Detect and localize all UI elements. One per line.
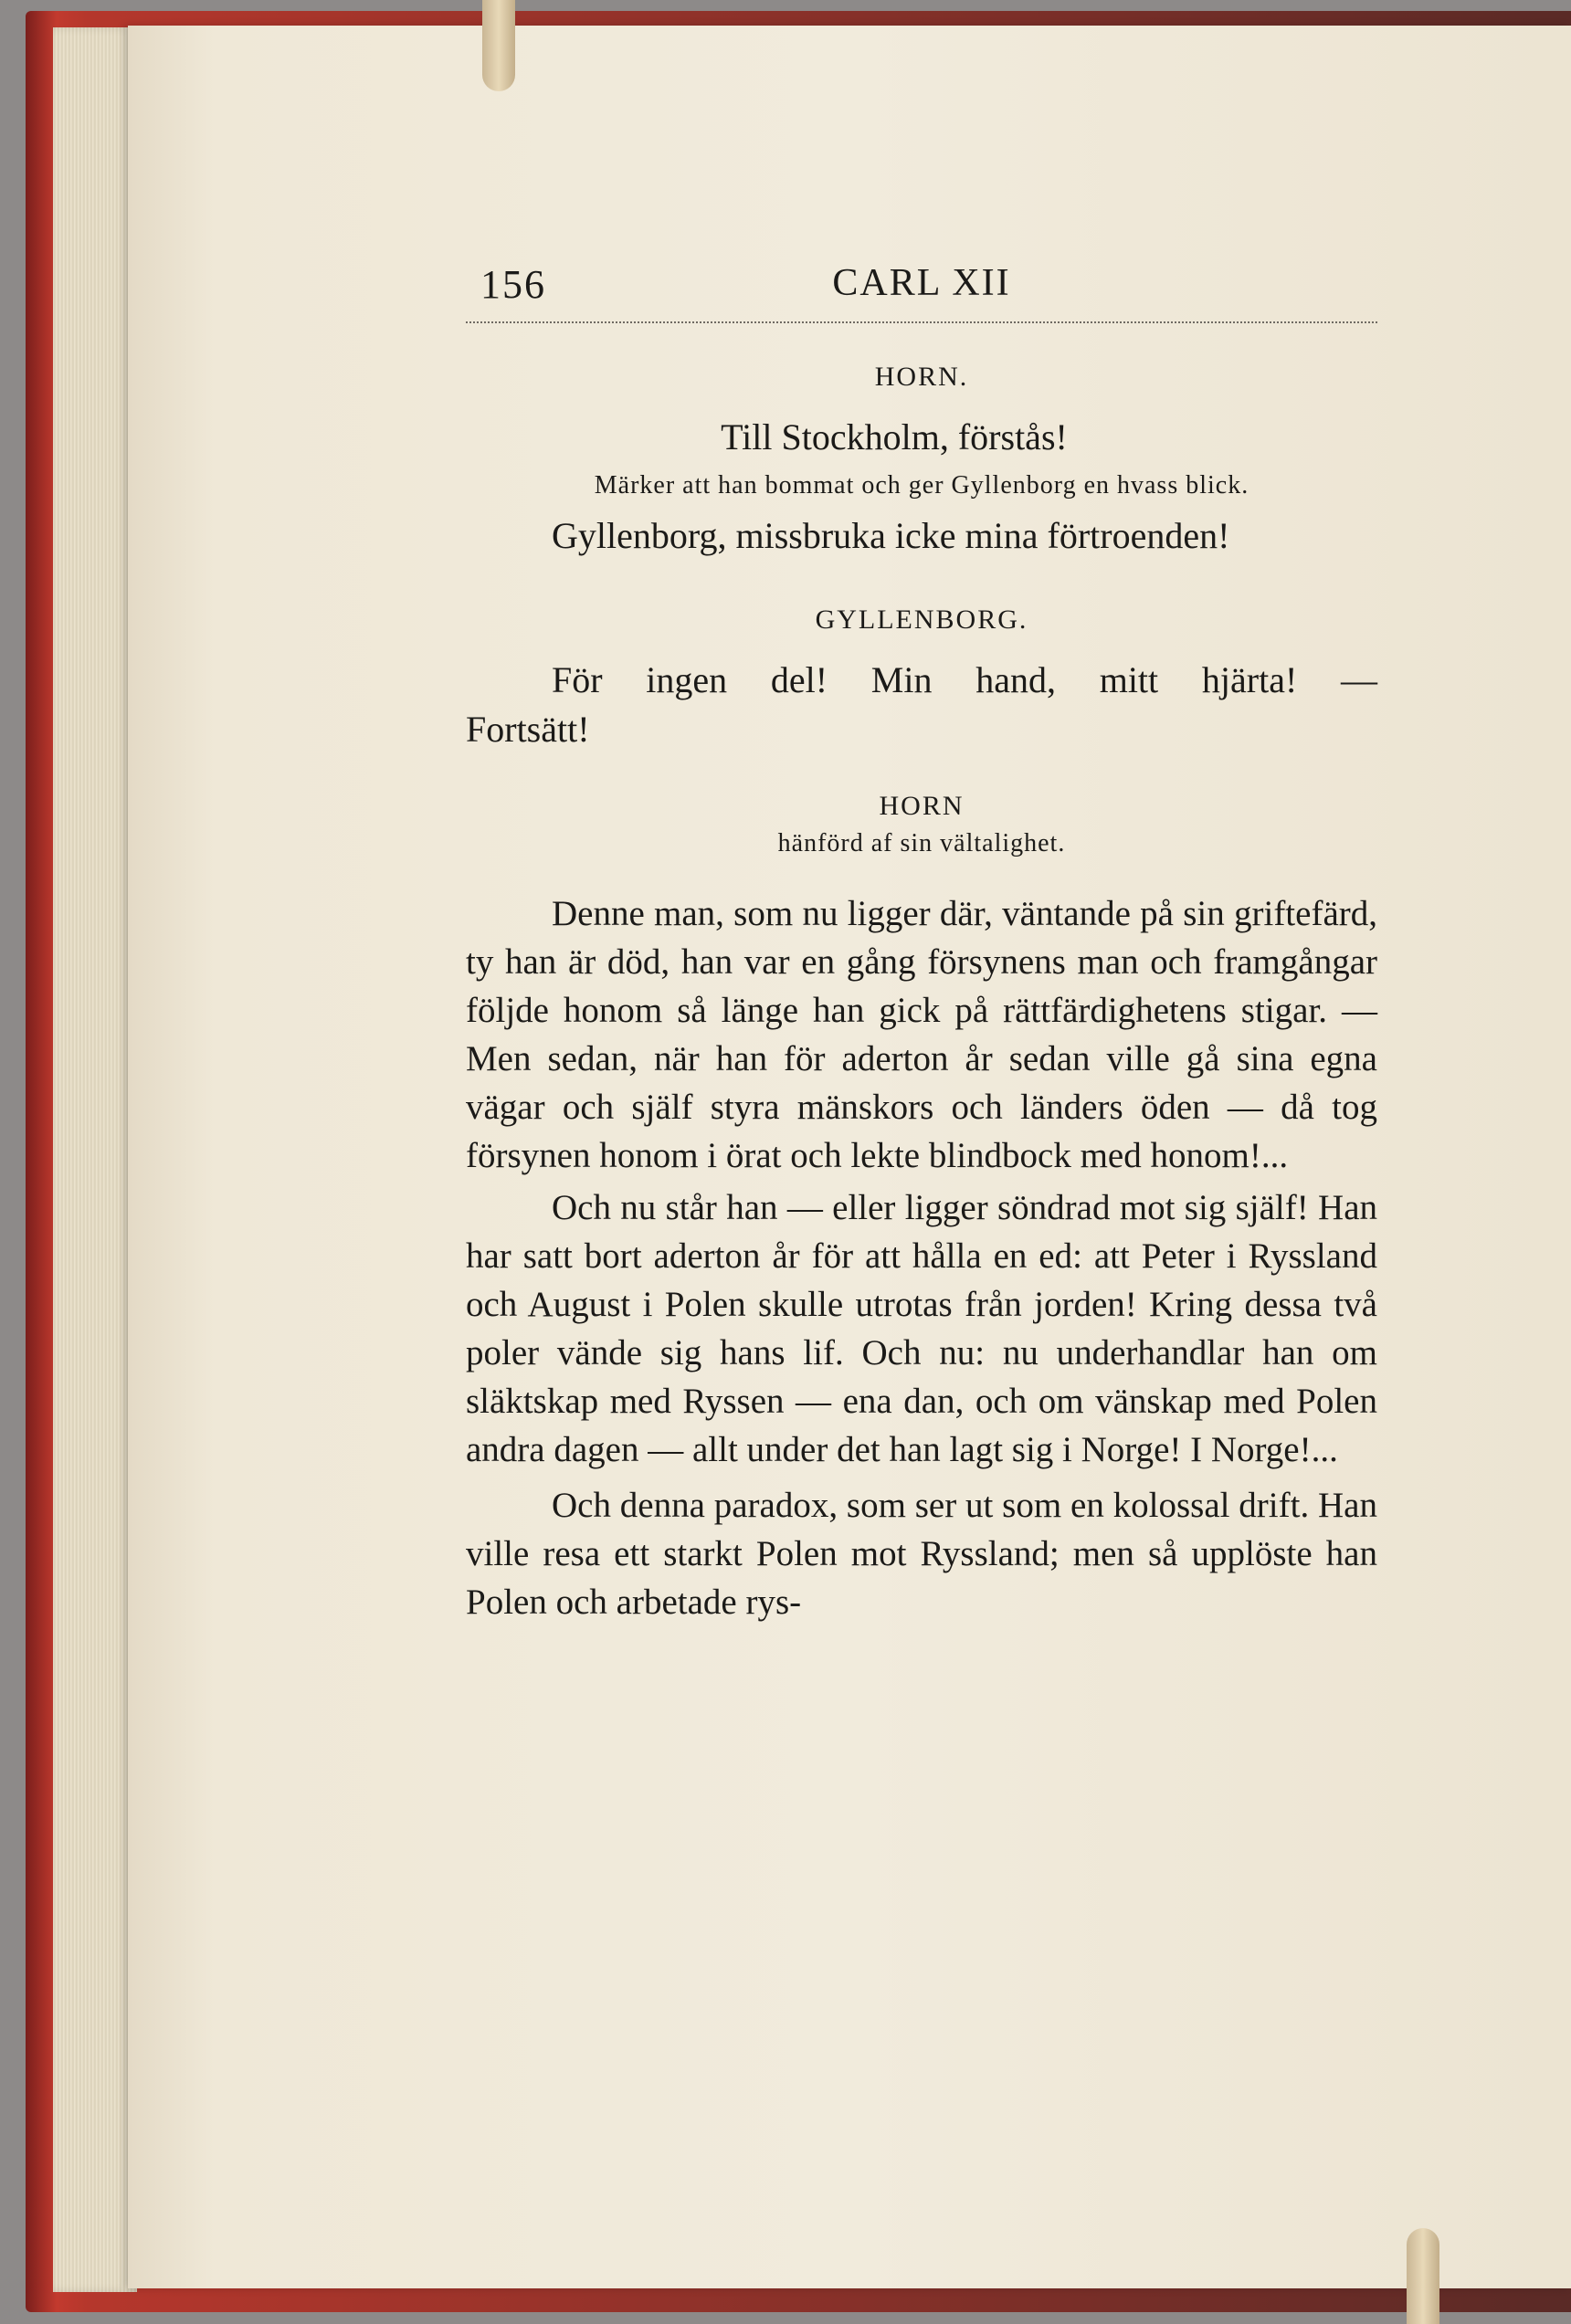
page-text: [466, 256, 1377, 1626]
stage-direction: Märker att han bommat och ger Gyllenborg en hvass blick.: [594, 471, 1249, 500]
page-edges: [53, 27, 137, 2292]
dialogue-line: Fortsätt!: [466, 709, 590, 750]
page-number: 156: [480, 262, 546, 307]
dialogue-line: Gyllenborg, missbruka icke mina förtroenden!: [552, 515, 1230, 556]
speaker-horn: HORN.: [874, 362, 969, 392]
paragraph: Och denna paradox, som ser ut som en kolossal drift. Han ville resa ett starkt Polen mot Ryssland; men så upplöste han Polen och arbetade rys-: [466, 1486, 1377, 1622]
running-head: [466, 256, 1377, 323]
speaker-horn: HORN: [879, 791, 965, 821]
paragraph: Denne man, som nu ligger där, väntande på sin griftefärd, ty han är död, han var en gång försynens man och framgångar följde honom så länge han gick på rättfärdighetens stigar. — Men sedan, när han för aderton år sedan ville gå sina egna vägar och själf styra mänskors och länders öden — då tog försynen honom i örat och lekte blindbock med honom!...: [466, 894, 1377, 1175]
speaker-gyllenborg: GYLLENBORG.: [815, 605, 1028, 635]
bookmark-ribbon-top: [482, 0, 515, 91]
dialogue-line: För ingen del! Min hand, mitt hjärta! —: [552, 659, 1377, 700]
bookmark-ribbon-bottom: [1407, 2228, 1439, 2324]
paragraph: Och nu står han — eller ligger söndrad mot sig själf! Han har satt bort aderton år för att hålla en ed: att Peter i Ryssland och August i Polen skulle utrotas från jorden! Kring dessa två poler vände sig hans lif. Och nu: nu underhandlar han om släktskap med Ryssen — ena dan, och om vänskap med Polen andra dagen — allt under det han lagt sig i Norge! I Norge!...: [466, 1188, 1377, 1469]
dialogue-line: Till Stockholm, förstås!: [721, 416, 1068, 457]
stage-direction: hänförd af sin vältalighet.: [777, 829, 1066, 857]
book-title: CARL XII: [832, 262, 1011, 304]
